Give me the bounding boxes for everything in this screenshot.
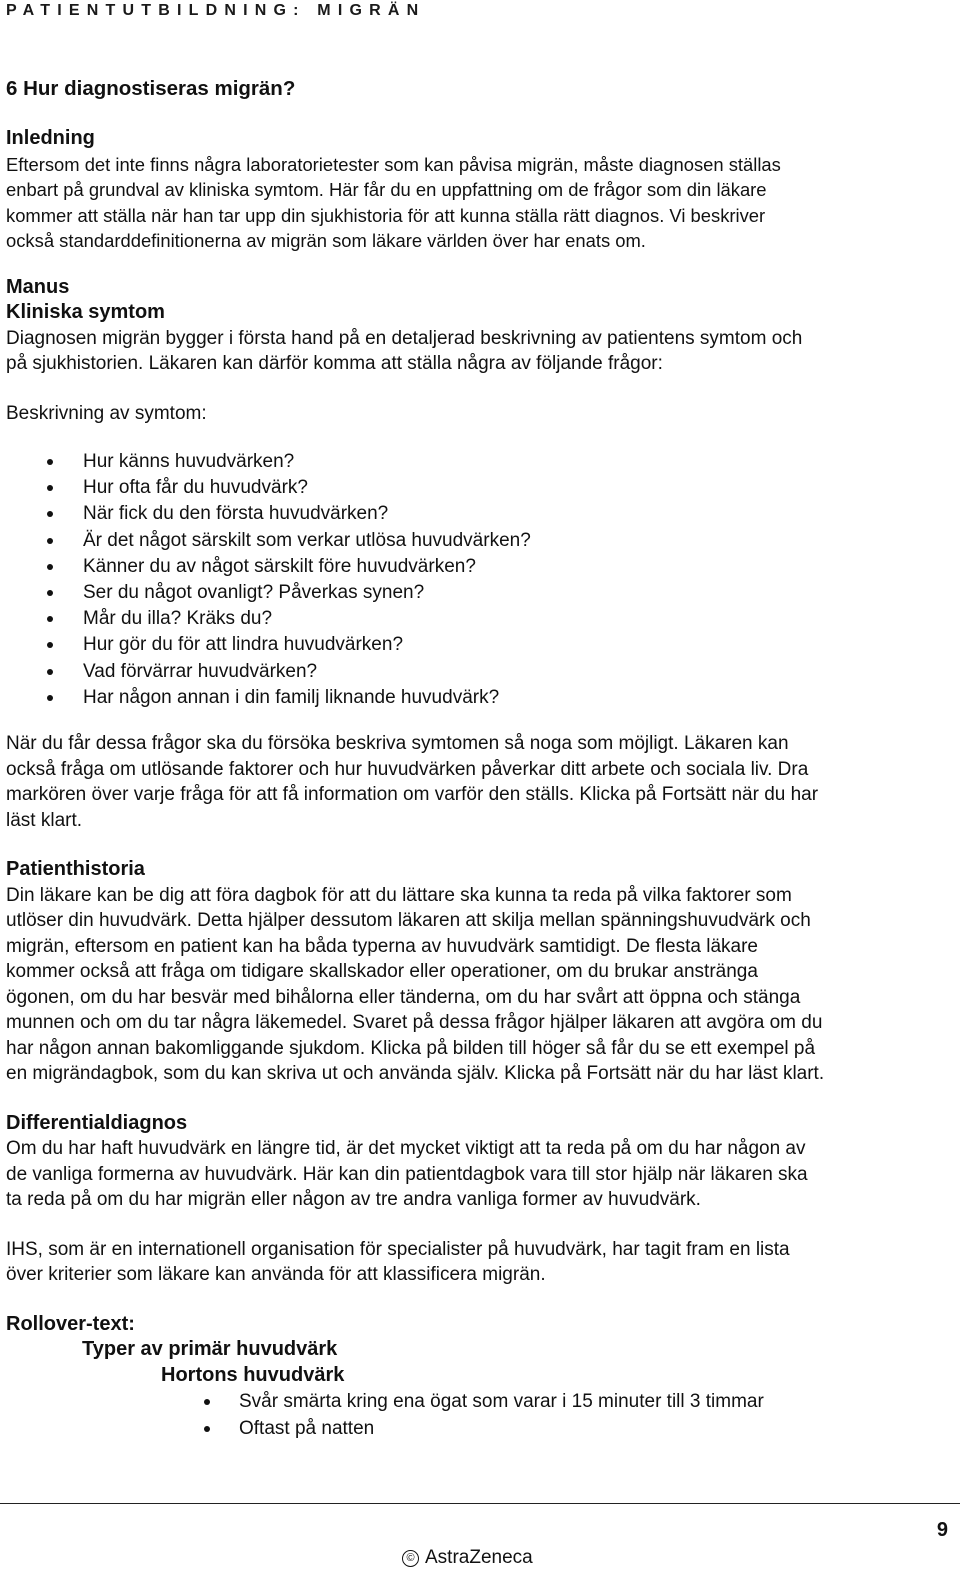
ihs-line-2: över kriterier som läkare kan använda för att klassificera migrän. (6, 1264, 546, 1286)
question-list (6, 449, 950, 711)
heading-inledning: Inledning (6, 127, 95, 149)
ihs-line-1: IHS, som är en internationell organisation för specialister på huvudvärk, har tagit fram en lista (6, 1238, 790, 1260)
list-item[interactable]: Hur ofta får du huvudvärk? (6, 475, 950, 501)
manus-line-1: Diagnosen migrän bygger i första hand på en detaljerad beskrivning av patientens symtom och (6, 327, 803, 349)
list-item[interactable]: När fick du den första huvudvärken? (6, 501, 950, 527)
patienthistoria-line-8: en migrändagbok, som du kan skriva ut och använda själv. Klicka på Fortsätt när du har läst klart. (6, 1063, 825, 1085)
patienthistoria-line-3: migrän, eftersom en patient kan ha båda typerna av huvudvärk samtidigt. De flesta läkare (6, 935, 758, 957)
manus-after-line-3: markören över varje fråga för att få information om varför den ställs. Klicka på Fortsätt när du har (6, 784, 819, 806)
inledning-line-4: också standarddefinitionerna av migrän som läkare världen över har enats om. (6, 230, 646, 251)
footer-divider (0, 1503, 960, 1504)
manus-line-2: på sjukhistorien. Läkaren kan därför komma att ställa några av följande frågor: (6, 353, 663, 374)
copyright-icon: © (402, 1550, 419, 1567)
list-item[interactable]: Vad förvärrar huvudvärken? (6, 659, 950, 685)
list-item[interactable]: Ser du något ovanligt? Påverkas synen? (6, 580, 950, 606)
heading-kliniska-symtom: Kliniska symtom (6, 301, 165, 323)
heading-differentialdiagnos: Differentialdiagnos (6, 1111, 188, 1134)
list-item[interactable]: Mår du illa? Kräks du? (6, 606, 950, 632)
rollover-level2: Hortons huvudvärk (161, 1363, 345, 1386)
copyright-notice (402, 1547, 533, 1569)
inledning-line-2: enbart på grundval av kliniska symtom. Här får du en uppfattning om de frågor som din läkare (6, 179, 767, 200)
copyright-text: AstraZeneca (425, 1547, 533, 1568)
heading-patienthistoria: Patienthistoria (6, 858, 145, 881)
patienthistoria-line-7: har någon annan bakomliggande sjukdom. Klicka på bilden till höger så får du se ett exempel på (6, 1037, 816, 1059)
list-item[interactable]: Är det något särskilt som verkar utlösa huvudvärken? (6, 528, 950, 554)
patienthistoria-line-1: Din läkare kan be dig att föra dagbok för att du lättare ska kunna ta reda på vilka faktorer som (6, 884, 792, 906)
list-item: Svår smärta kring ena ögat som varar i 15 minuter till 3 timmar (6, 1388, 950, 1415)
patienthistoria-line-5: ögonen, om du har besvär med bihålorna eller tänderna, om du har svårt att öppna och stänga (6, 986, 801, 1008)
running-header: PATIENTUTBILDNING: MIGRÄN (6, 2, 426, 19)
list-item[interactable]: Har någon annan i din familj liknande huvudvärk? (6, 685, 950, 711)
manus-after-line-4: läst klart. (6, 809, 83, 831)
page-content (6, 76, 950, 1442)
list-item[interactable]: Hur gör du för att lindra huvudvärken? (6, 632, 950, 658)
rollover-list (6, 1388, 950, 1442)
list-item[interactable]: Hur känns huvudvärken? (6, 449, 950, 475)
heading-rollover: Rollover-text: (6, 1312, 135, 1335)
heading-manus: Manus (6, 275, 70, 298)
patienthistoria-line-6: munnen och om du tar några läkemedel. Svaret på dessa frågor hjälper läkaren att avgöra om du (6, 1012, 823, 1034)
inledning-line-3: kommer att ställa när han tar upp din sjukhistoria för att kunna ställa rätt diagnos. Vi beskriver (6, 204, 766, 226)
list-item[interactable]: Känner du av något särskilt före huvudvärken? (6, 554, 950, 580)
inledning-line-1: Eftersom det inte finns några laboratorietester som kan påvisa migrän, måste diagnosen ställas (6, 153, 781, 175)
differential-line-2: de vanliga formerna av huvudvärk. Här kan din patientdagbok vara till stor hjälp när läkaren ska (6, 1163, 808, 1185)
list-item: Oftast på natten (6, 1415, 950, 1442)
patienthistoria-line-2: utlöser din huvudvärk. Detta hjälper dessutom läkaren att skilja mellan spänningshuvudvärk och (6, 910, 811, 932)
differential-line-3: ta reda på om du har migrän eller någon av tre andra vanliga former av huvudvärk. (6, 1189, 701, 1211)
manus-after-line-1: När du får dessa frågor ska du försöka beskriva symtomen så noga som möjligt. Läkaren kan (6, 733, 789, 755)
page-number: 9 (936, 1519, 948, 1541)
page-title: 6 Hur diagnostiseras migrän? (6, 77, 296, 100)
patienthistoria-line-4: kommer också att fråga om tidigare skallskador eller operationer, om du brukar anstränga (6, 961, 758, 983)
list-intro: Beskrivning av symtom: (6, 402, 207, 424)
differential-line-1: Om du har haft huvudvärk en längre tid, är det mycket viktigt att ta reda på om du har någon av (6, 1138, 806, 1160)
manus-after-line-2: också fråga om utlösande faktorer och hur huvudvärken påverkar ditt arbete och sociala liv. Dra (6, 758, 809, 780)
rollover-level1: Typer av primär huvudvärk (82, 1338, 338, 1361)
